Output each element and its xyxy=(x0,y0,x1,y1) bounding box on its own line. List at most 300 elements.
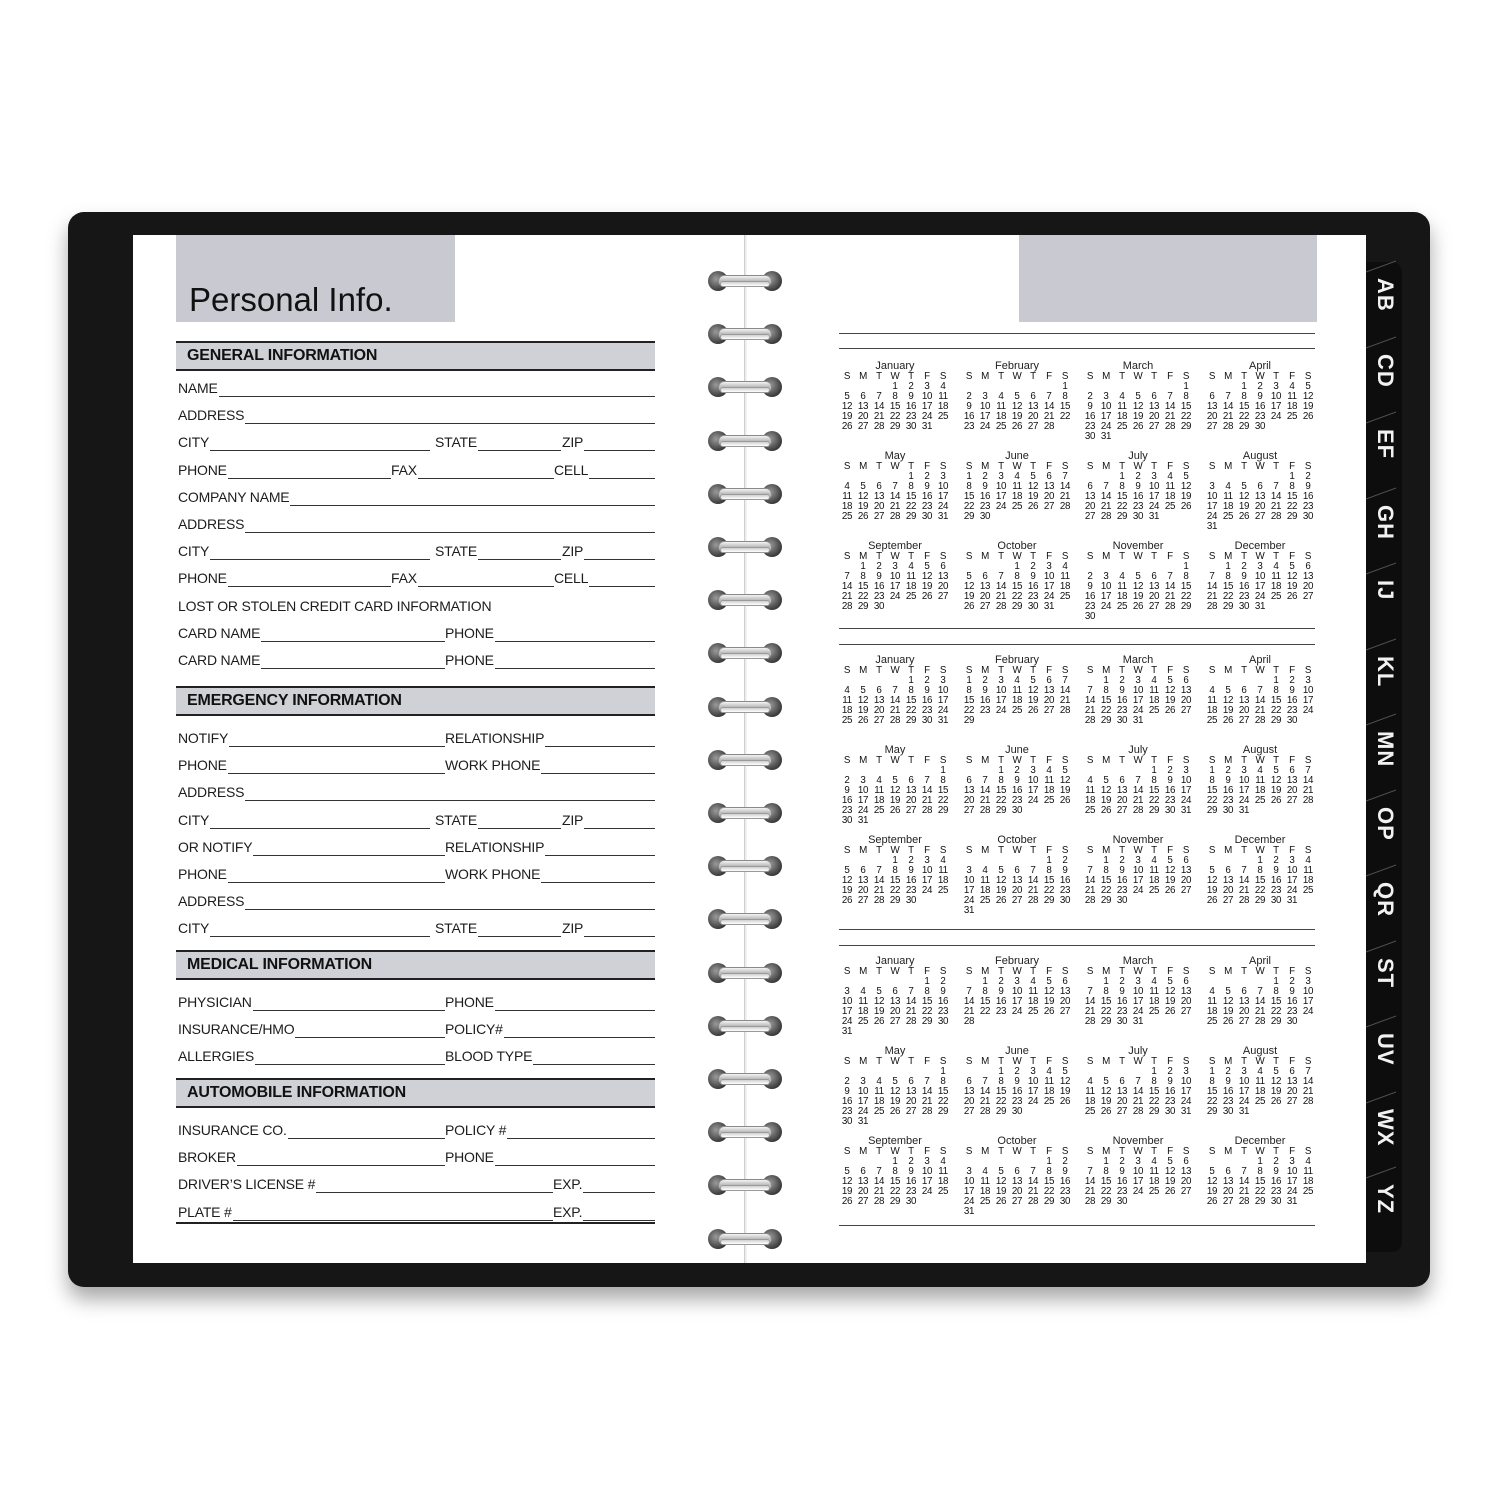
date-cell: 25 xyxy=(1148,885,1160,896)
date-cell: 28 xyxy=(1164,421,1176,432)
date-cell: 1 xyxy=(940,1066,946,1077)
day-header: F xyxy=(1289,1056,1295,1067)
date-cell: 3 xyxy=(982,391,988,402)
date-cell: 25 xyxy=(1148,705,1160,716)
alphabet-tab[interactable] xyxy=(1366,795,1402,856)
alphabet-tab[interactable] xyxy=(1366,1021,1402,1082)
date-cell: 23 xyxy=(1270,1186,1282,1197)
day-header: T xyxy=(1241,1146,1247,1157)
day-header: T xyxy=(1273,966,1279,977)
day-header: F xyxy=(924,461,930,472)
day-header: T xyxy=(1273,371,1279,382)
form-field[interactable] xyxy=(178,1175,553,1195)
date-cell: 19 xyxy=(1222,1006,1234,1017)
date-cell: 19 xyxy=(1100,1096,1112,1107)
form-field[interactable] xyxy=(445,1148,655,1168)
week-row xyxy=(839,512,951,522)
alphabet-tab[interactable] xyxy=(1366,493,1402,554)
date-cell: 8 xyxy=(1289,481,1295,492)
day-header: T xyxy=(1119,665,1125,676)
date-cell: 20 xyxy=(1206,411,1218,422)
date-cell: 6 xyxy=(892,986,898,997)
form-field[interactable] xyxy=(178,865,445,885)
date-cell: 21 xyxy=(889,501,901,512)
date-cell: 29 xyxy=(1270,715,1282,726)
date-cell: 4 xyxy=(1087,775,1093,786)
field-label: LOST OR STOLEN CREDIT CARD INFORMATION xyxy=(178,597,492,614)
date-cell: 20 xyxy=(979,591,991,602)
date-cell: 17 xyxy=(1180,1086,1192,1097)
date-cell: 19 xyxy=(857,501,869,512)
date-cell: 4 xyxy=(1289,381,1295,392)
date-cell: 23 xyxy=(841,805,853,816)
day-header: F xyxy=(924,966,930,977)
form-field[interactable] xyxy=(391,461,554,481)
date-cell: 17 xyxy=(1286,875,1298,886)
date-cell: 18 xyxy=(1206,705,1218,716)
date-cell: 29 xyxy=(995,805,1007,816)
date-cell: 20 xyxy=(1011,885,1023,896)
form-field[interactable] xyxy=(445,756,655,776)
date-cell: 3 xyxy=(940,471,946,482)
form-field[interactable] xyxy=(178,569,391,589)
date-cell: 14 xyxy=(1059,481,1071,492)
alphabet-tab[interactable] xyxy=(1366,1172,1402,1233)
form-field[interactable] xyxy=(178,1121,445,1141)
form-field[interactable] xyxy=(178,729,445,749)
field-label: OR NOTIFY xyxy=(178,838,253,855)
divider-rule xyxy=(839,1225,1315,1226)
form-field[interactable] xyxy=(562,919,655,939)
form-field[interactable] xyxy=(445,624,655,644)
date-cell: 8 xyxy=(924,986,930,997)
date-cell: 16 xyxy=(905,875,917,886)
field-label: CELL xyxy=(554,461,589,478)
alphabet-tab[interactable] xyxy=(1366,266,1402,327)
day-header: S xyxy=(1304,551,1312,562)
date-cell: 18 xyxy=(937,401,949,412)
form-field[interactable] xyxy=(562,542,655,562)
date-cell: 15 xyxy=(1100,1176,1112,1187)
day-header: T xyxy=(1030,665,1036,676)
month-name: October xyxy=(997,1135,1037,1147)
date-cell: 19 xyxy=(1222,705,1234,716)
date-cell: 14 xyxy=(1222,401,1234,412)
form-row xyxy=(133,729,745,749)
date-cell: 12 xyxy=(841,401,853,412)
date-cell: 7 xyxy=(1241,865,1247,876)
ring-wire-lower xyxy=(720,334,770,340)
date-cell: 5 xyxy=(1209,1166,1215,1177)
day-header: W xyxy=(1012,461,1022,472)
day-header: S xyxy=(939,461,947,472)
date-cell: 23 xyxy=(1084,601,1096,612)
day-header: S xyxy=(1086,845,1094,856)
date-cell: 20 xyxy=(1222,885,1234,896)
date-cell: 20 xyxy=(1238,1006,1250,1017)
tab-label: GH xyxy=(1373,504,1398,540)
date-cell: 13 xyxy=(1180,986,1192,997)
day-header: T xyxy=(1119,1056,1125,1067)
day-header: S xyxy=(1304,1146,1312,1157)
day-header: T xyxy=(998,1056,1004,1067)
date-cell: 14 xyxy=(889,695,901,706)
date-cell: 9 xyxy=(1289,685,1295,696)
date-cell: 19 xyxy=(921,581,933,592)
date-cell: 26 xyxy=(889,1106,901,1117)
day-header: F xyxy=(1046,665,1052,676)
date-cell: 21 xyxy=(1084,1186,1096,1197)
form-field[interactable] xyxy=(178,1047,445,1067)
date-cell: 2 xyxy=(998,976,1004,987)
month-name: November xyxy=(1112,1135,1164,1147)
day-header: T xyxy=(1030,966,1036,977)
day-header: S xyxy=(1061,1146,1069,1157)
ring-wire-lower xyxy=(720,1185,770,1191)
alphabet-tab[interactable] xyxy=(1366,644,1402,705)
date-cell: 12 xyxy=(1059,1076,1071,1087)
date-cell: 21 xyxy=(1254,1006,1266,1017)
date-cell: 23 xyxy=(995,1006,1007,1017)
date-cell: 22 xyxy=(1100,1186,1112,1197)
month-name: March xyxy=(1122,360,1154,372)
date-cell: 9 xyxy=(1119,1166,1125,1177)
day-header: S xyxy=(965,966,973,977)
day-header: T xyxy=(998,551,1004,562)
date-cell: 14 xyxy=(995,581,1007,592)
form-field[interactable] xyxy=(562,433,655,453)
form-field[interactable] xyxy=(435,542,561,562)
date-cell: 26 xyxy=(995,895,1007,906)
form-field[interactable] xyxy=(178,811,430,831)
date-cell: 1 xyxy=(998,765,1004,776)
alphabet-tab[interactable] xyxy=(1366,1097,1402,1158)
form-field[interactable] xyxy=(178,756,445,776)
spiral-ring xyxy=(708,642,782,664)
day-header: M xyxy=(1224,845,1232,856)
field-underline xyxy=(178,423,655,424)
form-field[interactable] xyxy=(445,729,655,749)
day-header: M xyxy=(859,371,867,382)
date-cell: 2 xyxy=(1119,1156,1125,1167)
date-cell: 12 xyxy=(1238,491,1250,502)
form-field[interactable] xyxy=(178,624,445,644)
date-cell: 31 xyxy=(1238,1106,1250,1117)
week-row xyxy=(1082,1017,1194,1027)
date-cell: 13 xyxy=(1286,775,1298,786)
day-header: S xyxy=(1304,966,1312,977)
field-label: CITY xyxy=(178,434,210,451)
date-cell: 17 xyxy=(1132,996,1144,1007)
form-field[interactable] xyxy=(445,865,655,885)
form-field[interactable] xyxy=(178,461,391,481)
date-cell: 24 xyxy=(937,705,949,716)
form-field[interactable] xyxy=(445,1121,655,1141)
form-field[interactable] xyxy=(445,838,655,858)
form-field[interactable] xyxy=(178,993,445,1013)
date-cell: 8 xyxy=(892,391,898,402)
week-row xyxy=(961,422,1073,432)
alphabet-tab[interactable] xyxy=(1366,568,1402,629)
form-field[interactable] xyxy=(391,569,554,589)
date-cell: 15 xyxy=(921,996,933,1007)
form-field[interactable] xyxy=(178,919,430,939)
date-cell: 31 xyxy=(1148,511,1160,522)
day-header: W xyxy=(1012,665,1022,676)
date-cell: 1 xyxy=(1014,561,1020,572)
form-field[interactable] xyxy=(435,433,561,453)
date-cell: 26 xyxy=(1206,895,1218,906)
field-label: STATE xyxy=(435,811,478,828)
date-cell: 14 xyxy=(921,785,933,796)
date-cell: 10 xyxy=(857,1086,869,1097)
alphabet-tab[interactable] xyxy=(1366,946,1402,1007)
date-cell: 21 xyxy=(1043,411,1055,422)
day-header: T xyxy=(876,461,882,472)
day-header: W xyxy=(1255,461,1265,472)
divider-rule xyxy=(839,348,1315,349)
date-cell: 10 xyxy=(841,996,853,1007)
date-cell: 21 xyxy=(1206,591,1218,602)
date-cell: 9 xyxy=(1030,571,1036,582)
alphabet-tab[interactable] xyxy=(1366,719,1402,780)
day-header: W xyxy=(1255,1056,1265,1067)
date-cell: 7 xyxy=(1135,775,1141,786)
month-name: September xyxy=(868,834,922,846)
date-cell: 13 xyxy=(905,785,917,796)
date-cell: 23 xyxy=(1116,885,1128,896)
form-row xyxy=(133,515,745,535)
form-field[interactable] xyxy=(178,406,655,426)
date-cell: 4 xyxy=(1087,1076,1093,1087)
date-cell: 30 xyxy=(1164,805,1176,816)
form-field[interactable] xyxy=(435,919,561,939)
alphabet-tab[interactable] xyxy=(1366,417,1402,478)
date-cell: 13 xyxy=(1206,401,1218,412)
day-header: M xyxy=(1224,966,1232,977)
date-cell: 4 xyxy=(982,1166,988,1177)
date-cell: 30 xyxy=(841,815,853,826)
day-header: T xyxy=(1030,755,1036,766)
form-row xyxy=(133,542,745,562)
month-name: October xyxy=(997,540,1037,552)
date-cell: 26 xyxy=(995,1196,1007,1207)
date-cell: 30 xyxy=(841,1116,853,1127)
date-cell: 5 xyxy=(1062,765,1068,776)
week-row xyxy=(839,816,951,826)
form-field[interactable] xyxy=(445,993,655,1013)
date-cell: 20 xyxy=(1084,501,1096,512)
date-cell: 22 xyxy=(857,591,869,602)
week-row xyxy=(961,1107,1073,1117)
form-field[interactable] xyxy=(435,811,561,831)
date-cell: 6 xyxy=(1030,391,1036,402)
date-cell: 6 xyxy=(1151,391,1157,402)
form-row xyxy=(133,865,745,885)
date-cell: 27 xyxy=(873,715,885,726)
date-cell: 14 xyxy=(1164,401,1176,412)
date-cell: 24 xyxy=(1132,1006,1144,1017)
date-cell: 21 xyxy=(963,1006,975,1017)
date-cell: 18 xyxy=(1011,695,1023,706)
date-cell: 27 xyxy=(1059,1006,1071,1017)
month-name: July xyxy=(1128,450,1148,462)
date-cell: 15 xyxy=(889,401,901,412)
date-cell: 24 xyxy=(857,1106,869,1117)
date-cell: 28 xyxy=(1254,715,1266,726)
date-cell: 20 xyxy=(1254,501,1266,512)
form-field[interactable] xyxy=(562,811,655,831)
day-header: W xyxy=(1133,665,1143,676)
date-cell: 9 xyxy=(1225,1076,1231,1087)
form-field[interactable] xyxy=(178,488,655,508)
date-cell: 3 xyxy=(860,775,866,786)
alphabet-tab[interactable] xyxy=(1366,342,1402,403)
date-cell: 26 xyxy=(841,421,853,432)
date-cell: 15 xyxy=(1180,581,1192,592)
date-cell: 19 xyxy=(1180,491,1192,502)
alphabet-tab[interactable] xyxy=(1366,870,1402,931)
spiral-ring xyxy=(708,536,782,558)
date-cell: 18 xyxy=(1084,795,1096,806)
date-cell: 26 xyxy=(1059,795,1071,806)
date-cell: 10 xyxy=(1286,1166,1298,1177)
form-field[interactable] xyxy=(178,597,655,617)
date-cell: 1 xyxy=(998,1066,1004,1077)
date-cell: 29 xyxy=(1100,1196,1112,1207)
form-field[interactable] xyxy=(178,892,655,912)
day-header: W xyxy=(1012,755,1022,766)
field-label: PHONE xyxy=(445,652,494,668)
date-cell: 12 xyxy=(1164,865,1176,876)
date-cell: 5 xyxy=(1135,391,1141,402)
date-cell: 10 xyxy=(1100,581,1112,592)
ring-wire-lower xyxy=(720,494,770,500)
date-cell: 3 xyxy=(1103,571,1109,582)
field-underline xyxy=(178,1220,553,1221)
date-cell: 27 xyxy=(857,895,869,906)
date-cell: 11 xyxy=(1287,391,1297,402)
form-field[interactable] xyxy=(178,1203,553,1223)
month-name: April xyxy=(1248,654,1271,666)
field-label: CITY xyxy=(178,920,210,937)
date-cell: 19 xyxy=(1286,581,1298,592)
date-cell: 22 xyxy=(889,1186,901,1197)
date-cell: 3 xyxy=(892,561,898,572)
date-cell: 7 xyxy=(982,775,988,786)
form-field[interactable] xyxy=(178,1148,445,1168)
date-cell: 12 xyxy=(1180,481,1192,492)
day-header-row xyxy=(839,756,951,766)
date-cell: 29 xyxy=(1180,601,1192,612)
date-cell: 1 xyxy=(908,675,914,686)
field-underline xyxy=(178,450,430,451)
day-header: S xyxy=(939,845,947,856)
form-field[interactable] xyxy=(178,1020,445,1040)
date-cell: 6 xyxy=(860,1166,866,1177)
date-cell: 25 xyxy=(857,1016,869,1027)
date-cell: 4 xyxy=(844,481,850,492)
form-field[interactable] xyxy=(178,379,655,399)
date-cell: 2 xyxy=(1289,976,1295,987)
date-cell: 23 xyxy=(979,501,991,512)
date-cell: 25 xyxy=(873,805,885,816)
form-field[interactable] xyxy=(178,542,430,562)
date-cell: 21 xyxy=(1302,1086,1314,1097)
date-cell: 10 xyxy=(1132,685,1144,696)
day-header: M xyxy=(981,461,989,472)
date-cell: 14 xyxy=(1084,996,1096,1007)
date-cell: 6 xyxy=(908,775,914,786)
day-header: W xyxy=(1133,755,1143,766)
date-cell: 3 xyxy=(1209,481,1215,492)
date-cell: 7 xyxy=(1103,481,1109,492)
day-header: F xyxy=(924,755,930,766)
date-cell: 27 xyxy=(1148,601,1160,612)
spiral-ring xyxy=(708,1121,782,1143)
form-field[interactable] xyxy=(178,433,430,453)
form-field[interactable] xyxy=(178,515,655,535)
form-field[interactable] xyxy=(445,651,655,671)
date-cell: 25 xyxy=(1302,1186,1314,1197)
date-cell: 21 xyxy=(1027,885,1039,896)
date-cell: 27 xyxy=(1254,511,1266,522)
form-field[interactable] xyxy=(554,461,655,481)
week-row xyxy=(961,896,1073,906)
form-field[interactable] xyxy=(178,838,445,858)
date-cell: 24 xyxy=(1206,511,1218,522)
date-cell: 19 xyxy=(1302,401,1314,412)
form-field[interactable] xyxy=(445,1047,655,1067)
day-header: F xyxy=(924,665,930,676)
date-cell: 17 xyxy=(889,581,901,592)
week-row xyxy=(1204,1197,1316,1207)
form-field[interactable] xyxy=(445,1020,655,1040)
day-header: S xyxy=(965,371,973,382)
form-field[interactable] xyxy=(178,651,445,671)
day-header: S xyxy=(1061,1056,1069,1067)
date-cell: 13 xyxy=(873,695,885,706)
date-cell: 12 xyxy=(857,491,869,502)
date-cell: 29 xyxy=(1270,1016,1282,1027)
day-header: T xyxy=(1151,551,1157,562)
form-row xyxy=(133,811,745,831)
form-field[interactable] xyxy=(554,569,655,589)
date-cell: 3 xyxy=(1241,1066,1247,1077)
day-header: T xyxy=(1119,845,1125,856)
date-cell: 5 xyxy=(966,571,972,582)
form-field[interactable] xyxy=(178,783,655,803)
date-cell: 30 xyxy=(1011,1106,1023,1117)
day-header: S xyxy=(965,845,973,856)
date-cell: 24 xyxy=(921,885,933,896)
form-field[interactable] xyxy=(553,1203,655,1223)
date-cell: 12 xyxy=(1100,1086,1112,1097)
date-cell: 4 xyxy=(1014,675,1020,686)
date-cell: 11 xyxy=(1028,986,1038,997)
day-header: S xyxy=(965,461,973,472)
date-cell: 16 xyxy=(905,401,917,412)
week-row xyxy=(961,1197,1073,1207)
date-cell: 29 xyxy=(1254,1196,1266,1207)
date-cell: 8 xyxy=(908,685,914,696)
date-cell: 2 xyxy=(1167,1066,1173,1077)
date-cell: 20 xyxy=(873,705,885,716)
date-cell: 8 xyxy=(1273,685,1279,696)
date-cell: 8 xyxy=(1151,775,1157,786)
date-cell: 11 xyxy=(1149,685,1159,696)
form-field[interactable] xyxy=(553,1175,655,1195)
